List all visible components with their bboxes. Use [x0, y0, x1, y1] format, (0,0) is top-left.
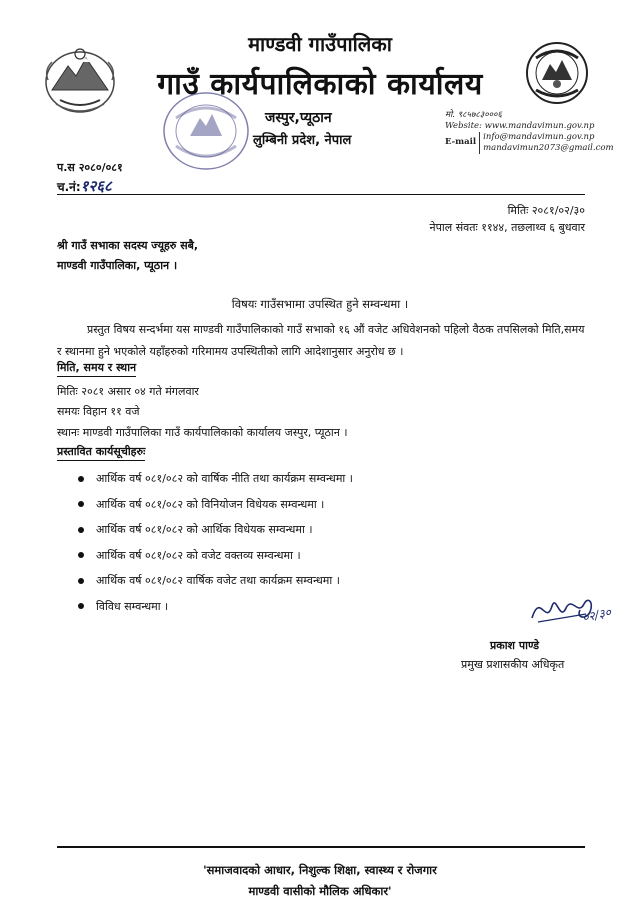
list-item: आर्थिक वर्ष ०८१/०८२ को वजेट वक्तव्य सम्वन्धमा ।: [78, 543, 578, 569]
recipient-line-1: श्री गाउँ सभाका सदस्य ज्यूहरु सबै,: [57, 239, 199, 252]
office-stamp: [160, 88, 252, 174]
agenda-list: [78, 466, 578, 619]
list-item: आर्थिक वर्ष ०८१/०८२ को वार्षिक नीति तथा कार्यक्रम सम्वन्धमा ।: [78, 466, 578, 492]
meeting-place: स्थानः माण्डवी गाउँपालिका गाउँ कार्यपालिकाको कार्यालय जस्पुर, प्यूठान ।: [57, 426, 348, 439]
bullet-icon: [78, 578, 84, 584]
address-line-2: लुम्बिनी प्रदेश, नेपाल: [253, 133, 352, 148]
meeting-date: मितिः २०८१ असार ०४ गते मंगलवार: [57, 385, 199, 398]
signature-date: ०२/३०: [580, 605, 613, 625]
email-label: E-mail: [445, 137, 477, 147]
bullet-icon: [78, 527, 84, 533]
details-heading: मिति, समय र स्थान: [57, 360, 136, 377]
letter-date: मितिः २०८१/०२/३०: [507, 204, 585, 217]
dispatch-number: [57, 176, 112, 196]
municipality-name: माण्डवी गाउँपालिका: [248, 32, 392, 56]
signer-name: प्रकाश पाण्डे: [490, 639, 540, 652]
bullet-icon: [78, 552, 84, 558]
website: Website: www.mandavimun.gov.np: [445, 121, 595, 131]
footer-slogan-line-1: 'समाजवादको आधार, निशुल्क शिक्षा, स्वास्थ्य र रोजगार: [203, 863, 437, 877]
office-name: गाउँ कार्यपालिकाको कार्यालय: [157, 67, 483, 102]
bullet-icon: [78, 501, 84, 507]
letter-number: प.स २०८०/०८१: [57, 161, 123, 174]
meeting-time: समयः विहान ११ वजे: [57, 405, 140, 418]
bullet-icon: [78, 603, 84, 609]
footer-divider: [57, 846, 585, 848]
header-divider: [57, 194, 585, 195]
list-item: आर्थिक वर्ष ०८१/०८२ को विनियोजन विधेयक सम्वन्धमा ।: [78, 492, 578, 518]
dispatch-number-value: १२६८: [80, 177, 112, 195]
dispatch-label: च.नं:: [57, 180, 81, 194]
list-item: आर्थिक वर्ष ०८१/०८२ वार्षिक वजेट तथा कार्यक्रम सम्वन्धमा ।: [78, 568, 578, 594]
signer-title: प्रमुख प्रशासकीय अधिकृत: [461, 658, 565, 671]
list-item: आर्थिक वर्ष ०८१/०८२ को आर्थिक विधेयक सम्वन्धमा ।: [78, 517, 578, 543]
list-item: विविध सम्वन्धमा ।: [78, 594, 578, 620]
recipient-line-2: माण्डवी गाउँपालिका, प्यूठान ।: [57, 259, 178, 272]
email-2: mandavimun2073@gmail.com: [483, 143, 614, 153]
nepal-sambat-date: नेपाल संवतः ११४४, तछलाथ्व ६ बुधवार: [429, 221, 585, 234]
footer-slogan-line-2: माण्डवी वासीको मौलिक अधिकार': [248, 884, 392, 898]
body-paragraph: प्रस्तुत विषय सन्दर्भमा यस माण्डवी गाउँपालिकाको गाउँ सभाको १६ औं वजेट अधिवेशनको पहिलो वैठक तपसिलको मिति,समय र स्थानमा हुने भएकोले यहाँहरुको गरिमामय उपस्थितीको लागि आदेशानुसार अनुरोध छ ।: [57, 323, 585, 358]
email-1: info@mandavimun.gov.np: [483, 132, 595, 142]
bullet-icon: [78, 476, 84, 482]
phone-number: मो. ९८५७८३०००६: [445, 110, 502, 120]
address-line-1: जस्पुर,प्यूठान: [265, 110, 332, 126]
contact-block: [445, 110, 614, 154]
subject: विषयः गाउँसभामा उपस्थित हुने सम्वन्धमा ।: [231, 297, 409, 311]
agenda-heading: प्रस्तावित कार्यसूचीहरुः: [57, 444, 145, 461]
